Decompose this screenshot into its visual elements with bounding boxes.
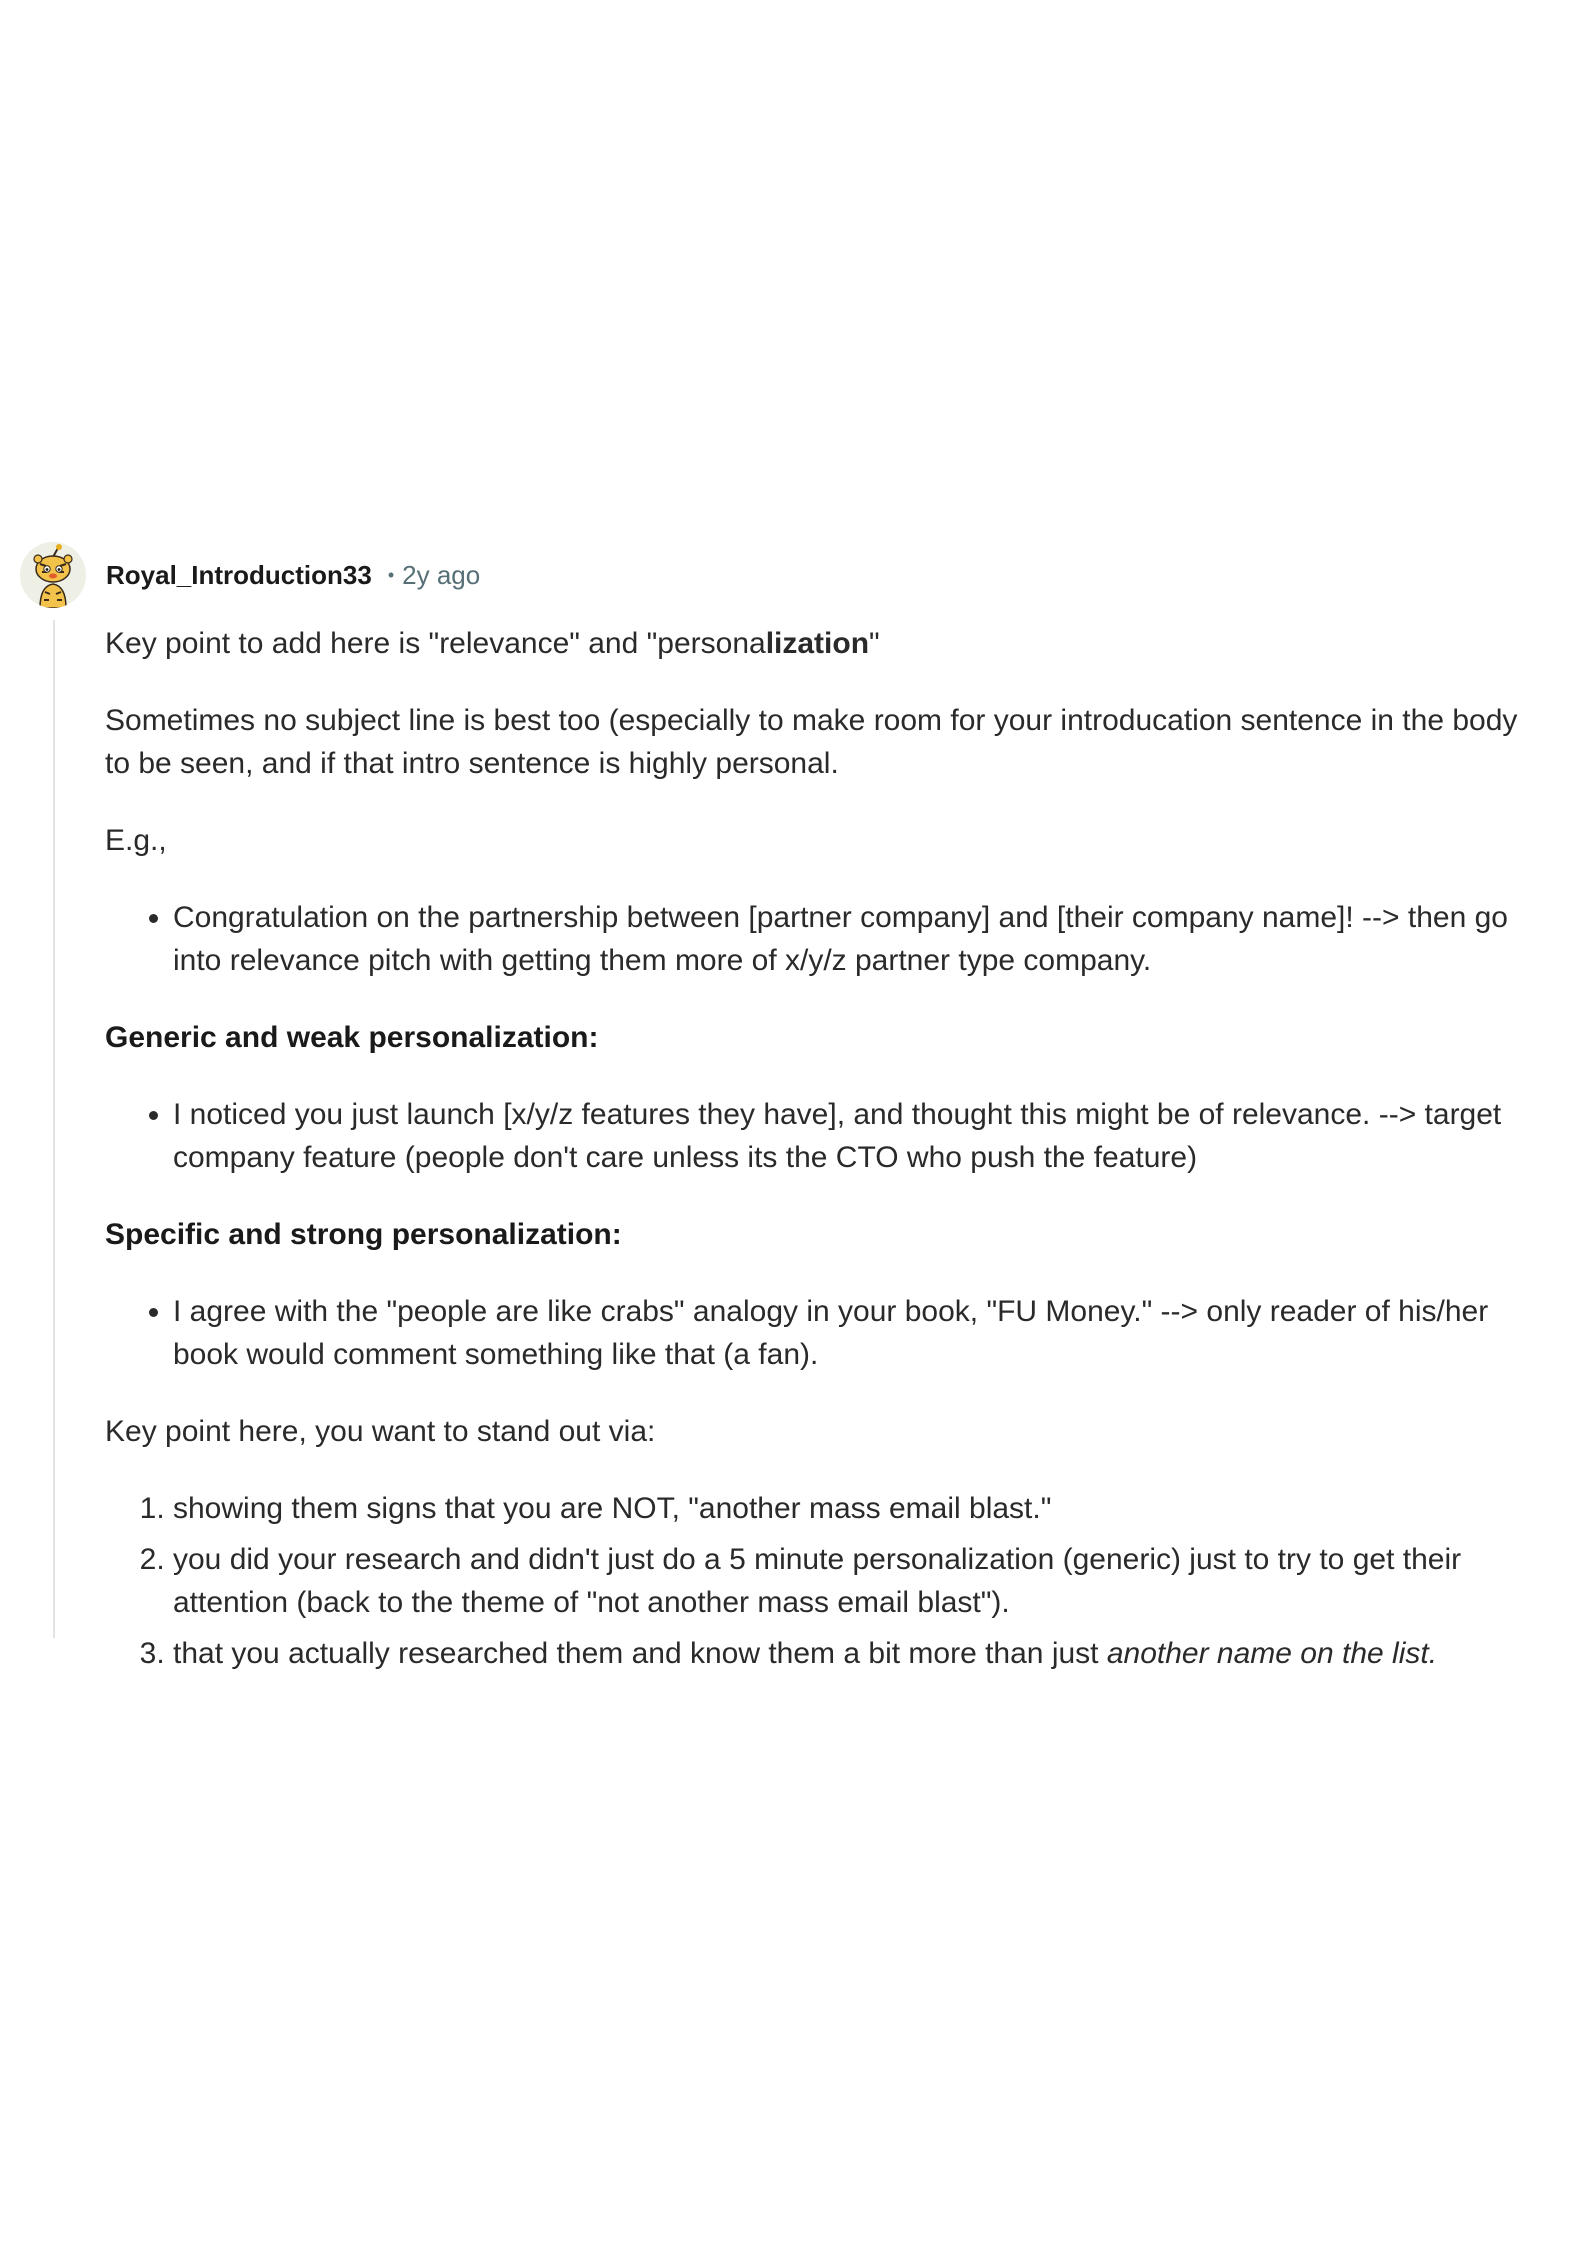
list-item-text: that you actually researched them and know them a bit more than just — [173, 1637, 1107, 1670]
intro-text-end: " — [869, 627, 880, 660]
intro-text: Key point to add here is "relevance" and "persona — [105, 627, 766, 660]
weak-personalization-heading: Generic and weak personalization: — [105, 1021, 599, 1054]
comment-header — [20, 540, 1540, 610]
comment — [20, 540, 1540, 1709]
list-item: 1. showing them signs that you are NOT, "another mass email blast." — [173, 1487, 1540, 1530]
comment-body — [105, 622, 1540, 1675]
snoo-avatar-icon[interactable] — [20, 542, 86, 608]
comment-author[interactable]: Royal_Introduction33 — [106, 559, 372, 590]
meta-separator: • — [387, 564, 395, 585]
eg-label: E.g., — [105, 824, 167, 857]
strong-example-list — [105, 1290, 1540, 1376]
comment-timestamp[interactable]: 2y ago — [402, 559, 481, 590]
intro-paragraph — [105, 622, 1540, 665]
list-item: 2. you did your research and didn't just do a 5 minute personalization (generic) just to try to get their attention (back to the theme of "not another mass email blast"). — [173, 1538, 1540, 1624]
weak-example-list — [105, 1093, 1540, 1179]
subject-line-paragraph: Sometimes no subject line is best too (especially to make room for your introducation sentence in the body to be seen, and if that intro sentence is highly personal. — [105, 704, 1518, 780]
list-item — [173, 1632, 1540, 1675]
list-item: • I agree with the "people are like crabs" analogy in your book, "FU Money." --> only reader of his/her book would comment something like that (a fan). — [173, 1290, 1540, 1376]
standout-list — [105, 1487, 1540, 1675]
intro-bold-text: lization — [765, 627, 870, 660]
standout-intro: Key point here, you want to stand out via: — [105, 1415, 656, 1448]
thread-line[interactable] — [53, 620, 55, 1638]
list-item-italic-text: another name on the list. — [1106, 1637, 1438, 1670]
example-list — [105, 896, 1540, 982]
list-item: • Congratulation on the partnership between [partner company] and [their company name]! --> then go into relevance pitch with getting them more of x/y/z partner type company. — [173, 896, 1540, 982]
list-item: • I noticed you just launch [x/y/z features they have], and thought this might be of relevance. --> target company feature (people don't care unless its the CTO who push the feature) — [173, 1093, 1540, 1179]
strong-personalization-heading: Specific and strong personalization: — [105, 1218, 622, 1251]
